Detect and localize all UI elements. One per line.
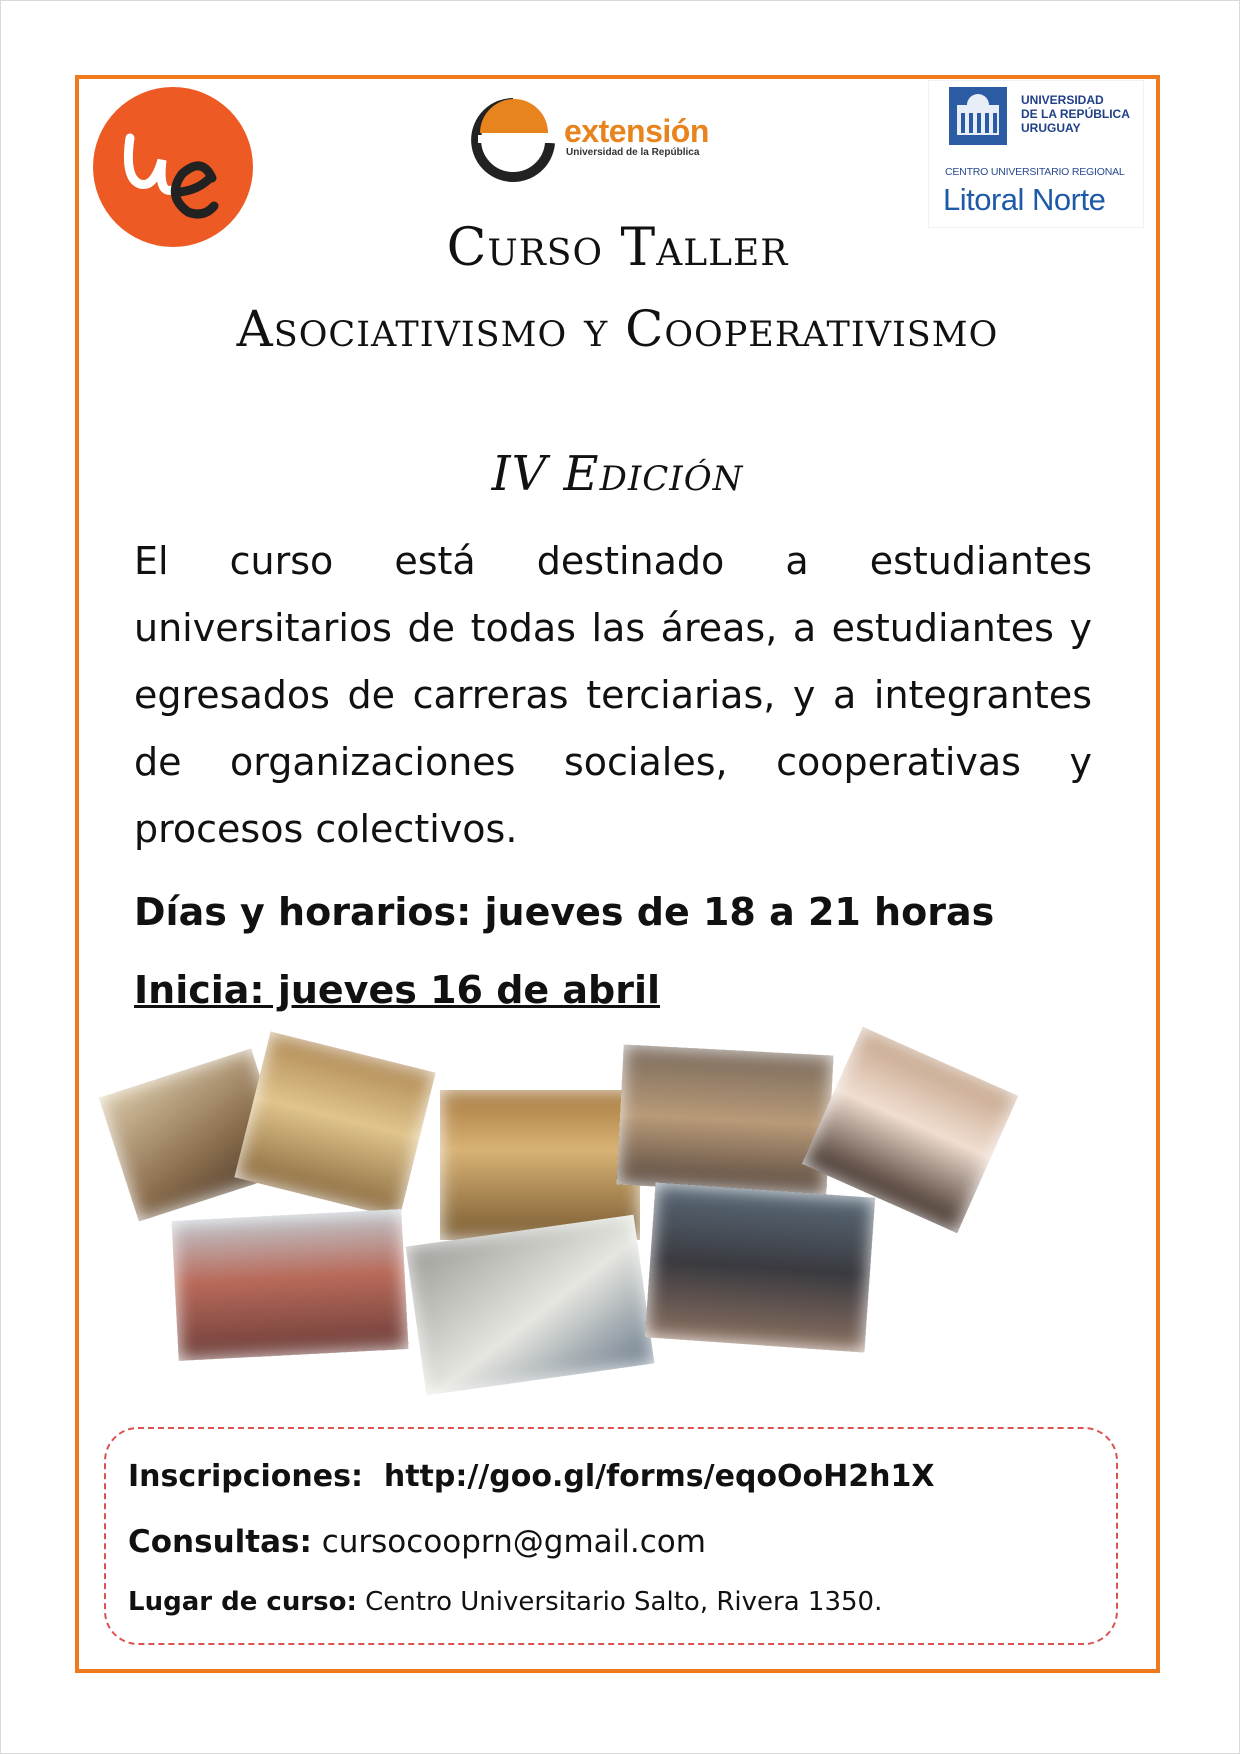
photo-collage — [105, 1030, 1065, 1390]
extension-subtitle: Universidad de la República — [566, 147, 700, 158]
venue: Centro Universitario Salto, Rivera 1350. — [365, 1587, 883, 1617]
registration-label: Inscripciones: — [128, 1459, 363, 1494]
course-subtitle: Asociativismo y Cooperativismo — [236, 300, 999, 358]
course-description: El curso está destinado a estudiantes universitarios de todas las áreas, a estudiantes y egresados de carreras terciarias, y a integrantes de organizaciones sociales, cooperativas y procesos colectivos. — [134, 539, 1092, 851]
photo-group-dinner — [645, 1183, 875, 1353]
photo-circle — [616, 1045, 833, 1196]
photo-room-standing — [234, 1032, 435, 1219]
udelar-logo — [928, 80, 1144, 228]
registration-link[interactable]: http://goo.gl/forms/eqoOoH2h1X — [383, 1459, 935, 1494]
start-date: Inicia: jueves 16 de abril — [134, 968, 661, 1012]
registration-line — [128, 1459, 935, 1494]
contact-label: Consultas: — [128, 1524, 312, 1560]
university-building-icon — [949, 87, 1007, 145]
udelar-name: UNIVERSIDAD DE LA REPÚBLICA URUGUAY — [1021, 93, 1130, 135]
contact-line — [128, 1524, 706, 1560]
udelar-center: CENTRO UNIVERSITARIO REGIONAL — [945, 166, 1125, 178]
edition-title: IV Edición — [491, 446, 744, 502]
photo-hands-raised — [171, 1209, 408, 1361]
schedule: Días y horarios: jueves de 18 a 21 horas — [134, 890, 995, 934]
extension-word: extensión — [564, 113, 709, 149]
venue-line — [128, 1587, 882, 1617]
extension-logo — [468, 95, 738, 185]
course-title: Curso Taller — [446, 218, 789, 278]
contact-email[interactable]: cursocooprn@gmail.com — [321, 1524, 706, 1560]
info-box — [104, 1427, 1118, 1645]
venue-label: Lugar de curso: — [128, 1587, 357, 1617]
photo-notes — [406, 1215, 655, 1396]
udelar-region: Litoral Norte — [943, 182, 1106, 217]
